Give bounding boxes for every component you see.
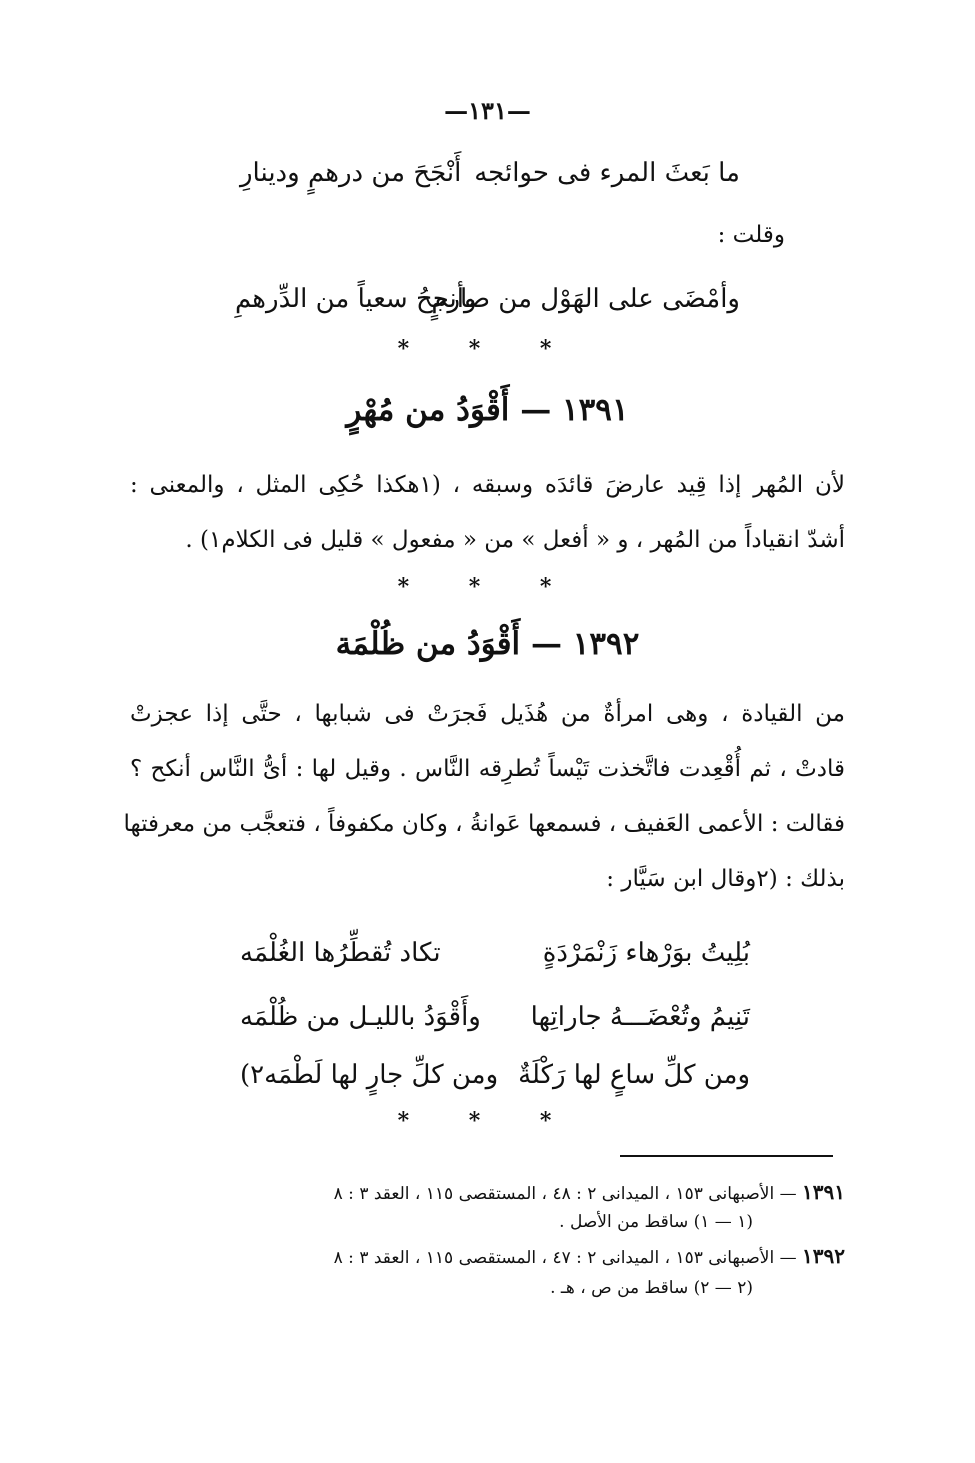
footnote-1391-number: ١٣٩١ (802, 1180, 845, 1204)
entry-1392-verse-1 (240, 938, 750, 978)
entry-1391-line-1: لأن المُهر إذا قِيد عارضَ قائدَه وسبقه ، (١هكذا حُكِى المثل ، والمعنى : (130, 472, 845, 498)
entry-1392-verse-3 (240, 1060, 750, 1100)
footnote-1391 (334, 1180, 845, 1204)
entry-1392-verse-2-hemistich-1: تَنِيمُ وتُعْضَـــهُ جاراتِها (530, 1002, 750, 1032)
entry-1391-heading: ١٣٩١ — أَقْوَدُ من مُهْرٍ (346, 392, 629, 428)
entry-1392-text (123, 687, 845, 907)
verse-2-hemistich-2: وأنجحُ سعياً من الدِّرهمِ (235, 284, 477, 314)
verse-2-hemistich-1: وأمْضَى على الهَوْل من صارمٍ (431, 284, 740, 314)
entry-1392-line-2: قادتْ ، ثم أُقْعِدت فاتَّخذت تَيْساً تُطرِقه النَّاس . وقيل لها : أىُّ النَّاس أنكح ؟ (130, 756, 845, 782)
entry-1392-verse-1-hemistich-2: تكاد تُقطِّرُها الغُلْمَه (240, 938, 441, 968)
footnote-1392 (334, 1244, 845, 1268)
entry-1392-heading: ١٣٩٢ — أَقْوَدُ من ظُلْمَة (335, 626, 640, 662)
separator-1: * * * (397, 336, 578, 362)
footnote-rule (620, 1155, 833, 1157)
footnote-1391-sub: (١ — ١) ساقط من الأصل . (559, 1212, 753, 1232)
separator-3: * * * (397, 1108, 578, 1134)
entry-1392-verse-1-hemistich-1: بُلِيتُ بوَرْهاء زَنْمَرْدَةٍ (542, 938, 750, 968)
verse-1-hemistich-1: ما بَعثَ المرء فى حوائجه (474, 158, 740, 188)
entry-1392-line-3: فقالت : الأعمى العَفيف ، فسمعها عَوانةُ ، وكان مكفوفاً ، فتعجَّب من معرفتها (123, 811, 845, 837)
entry-1391-text (130, 458, 845, 568)
intro-line: وقلت : (717, 222, 785, 248)
entry-1391-line-2: أشدّ انقياداً من المُهر ، و « أفعل » من « مفعول » قليل فى الكلام١) . (185, 527, 845, 553)
entry-1392-verse-3-hemistich-1: ومن كلِّ ساعٍ لها رَكْلَةٌ (518, 1060, 750, 1090)
verse-2 (235, 284, 740, 324)
page-number: —١٣١— (444, 96, 531, 125)
entry-1392-verse-2 (240, 1002, 750, 1042)
footnote-1391-text: — الأصبهانى ١٥٣ ، الميدانى ٢ : ٤٨ ، المستقصى ١١٥ ، العقد ٣ : ٨ (333, 1184, 797, 1204)
separator-2: * * * (397, 574, 578, 600)
entry-1392-verse-2-hemistich-2: وأَقْوَدُ بالليـل من ظُلْمَه (240, 1002, 481, 1032)
verse-1-hemistich-2: أَنْجَحَ من درهمٍ ودينارِ (240, 158, 462, 188)
footnote-1392-number: ١٣٩٢ (802, 1244, 845, 1268)
verse-1 (240, 158, 740, 198)
entry-1392-line-1: من القيادة ، وهى امرأةٌ من هُذَيل فَجرَتْ فى شبابها ، حتَّى إذا عجزتْ (130, 701, 845, 727)
footnote-1392-sub: (٢ — ٢) ساقط من ص ، هـ . (550, 1278, 753, 1298)
footnote-1392-text: — الأصبهانى ١٥٣ ، الميدانى ٢ : ٤٧ ، المستقصى ١١٥ ، العقد ٣ : ٨ (333, 1248, 797, 1268)
entry-1392-line-4: بذلك : (٢وقال ابن سَيَّار : (606, 866, 845, 892)
entry-1392-verse-3-hemistich-2: ومن كلِّ جارٍ لها لَطْمَه٢) (240, 1060, 499, 1090)
